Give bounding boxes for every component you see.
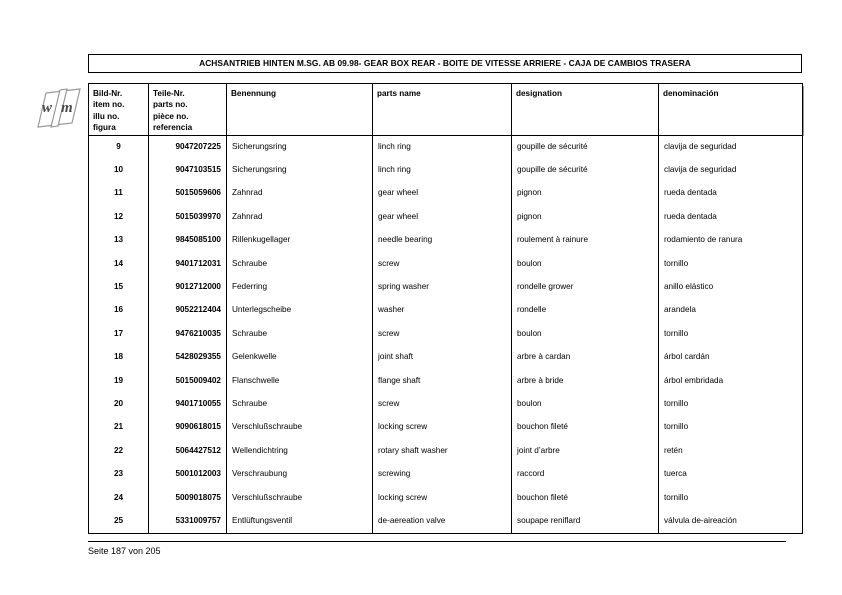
- cell-item-no: 11: [89, 182, 149, 205]
- column-header-part-no: [149, 84, 227, 136]
- cell-item-no: 14: [89, 253, 149, 276]
- svg-text:m: m: [61, 100, 73, 116]
- parts-table-body: [89, 136, 803, 534]
- cell-part-no: 9845085100: [149, 229, 227, 252]
- cell-part-no: 9047103515: [149, 159, 227, 182]
- cell-benennung: Schraube: [227, 393, 373, 416]
- cell-parts-name: linch ring: [373, 136, 512, 159]
- cell-part-no: 9012712000: [149, 276, 227, 299]
- table-row: [89, 159, 803, 182]
- column-header-line: pièce no.: [153, 111, 189, 121]
- cell-denominacion: arandela: [659, 299, 803, 322]
- column-header-line: designation: [516, 89, 562, 98]
- cell-part-no: 9401712031: [149, 253, 227, 276]
- cell-part-no: 9052212404: [149, 299, 227, 322]
- table-row: [89, 393, 803, 416]
- cell-designation: raccord: [512, 463, 659, 486]
- wm-logo: [36, 86, 82, 130]
- table-row: [89, 370, 803, 393]
- document-title-bar: [88, 54, 802, 73]
- table-row: [89, 136, 803, 159]
- table-row: [89, 346, 803, 369]
- table-row: [89, 253, 803, 276]
- cell-part-no: 5331009757: [149, 510, 227, 533]
- svg-text:w: w: [42, 100, 53, 116]
- cell-designation: rondelle: [512, 299, 659, 322]
- table-row: [89, 206, 803, 229]
- cell-designation: joint d’arbre: [512, 440, 659, 463]
- column-header-line: denominación: [663, 89, 719, 98]
- cell-item-no: 25: [89, 510, 149, 533]
- column-header-designation: [512, 84, 659, 136]
- cell-denominacion: tornillo: [659, 253, 803, 276]
- parts-table-head: [89, 84, 803, 136]
- cell-benennung: Verschlußschraube: [227, 487, 373, 510]
- column-header-line: Benennung: [231, 89, 277, 98]
- cell-denominacion: tornillo: [659, 416, 803, 439]
- column-header-line: figura: [93, 122, 116, 132]
- column-header-line: Teile-Nr.: [153, 89, 185, 98]
- column-header-item-no: [89, 84, 149, 136]
- cell-item-no: 24: [89, 487, 149, 510]
- cell-designation: boulon: [512, 253, 659, 276]
- cell-designation: roulement à rainure: [512, 229, 659, 252]
- cell-item-no: 17: [89, 323, 149, 346]
- cell-designation: boulon: [512, 323, 659, 346]
- parts-table: [88, 83, 803, 534]
- table-row: [89, 276, 803, 299]
- table-row: [89, 416, 803, 439]
- cell-item-no: 18: [89, 346, 149, 369]
- column-header-denominacion: [659, 84, 803, 136]
- cell-parts-name: locking screw: [373, 416, 512, 439]
- cell-parts-name: screwing: [373, 463, 512, 486]
- cell-benennung: Federring: [227, 276, 373, 299]
- cell-denominacion: rueda dentada: [659, 206, 803, 229]
- table-row: [89, 229, 803, 252]
- column-header-line: illu no.: [93, 111, 120, 121]
- column-header-benennung: [227, 84, 373, 136]
- footer-page-label: Seite 187 von 205: [88, 546, 161, 556]
- cell-item-no: 21: [89, 416, 149, 439]
- cell-item-no: 19: [89, 370, 149, 393]
- cell-designation: pignon: [512, 206, 659, 229]
- cell-denominacion: tuerca: [659, 463, 803, 486]
- cell-designation: soupape reniflard: [512, 510, 659, 533]
- cell-parts-name: flange shaft: [373, 370, 512, 393]
- cell-designation: arbre à cardan: [512, 346, 659, 369]
- column-header-line: parts no.: [153, 100, 188, 110]
- cell-benennung: Wellendichtring: [227, 440, 373, 463]
- cell-benennung: Entlüftungsventil: [227, 510, 373, 533]
- cell-denominacion: tornillo: [659, 393, 803, 416]
- cell-parts-name: linch ring: [373, 159, 512, 182]
- table-row: [89, 182, 803, 205]
- cell-benennung: Zahnrad: [227, 206, 373, 229]
- cell-parts-name: de-aereation valve: [373, 510, 512, 533]
- cell-item-no: 15: [89, 276, 149, 299]
- cell-parts-name: spring washer: [373, 276, 512, 299]
- cell-benennung: Gelenkwelle: [227, 346, 373, 369]
- table-row: [89, 323, 803, 346]
- cell-benennung: Zahnrad: [227, 182, 373, 205]
- cell-benennung: Verschlußschraube: [227, 416, 373, 439]
- wm-logo-icon: [36, 86, 82, 130]
- cell-parts-name: screw: [373, 323, 512, 346]
- column-header-line: Bild-Nr.: [93, 89, 123, 98]
- cell-part-no: 5064427512: [149, 440, 227, 463]
- cell-denominacion: árbol cardán: [659, 346, 803, 369]
- cell-parts-name: gear wheel: [373, 182, 512, 205]
- cell-part-no: 5015009402: [149, 370, 227, 393]
- cell-item-no: 22: [89, 440, 149, 463]
- cell-part-no: 5428029355: [149, 346, 227, 369]
- cell-denominacion: rueda dentada: [659, 182, 803, 205]
- cell-part-no: 9090618015: [149, 416, 227, 439]
- table-row: [89, 510, 803, 533]
- cell-item-no: 9: [89, 136, 149, 159]
- cell-item-no: 23: [89, 463, 149, 486]
- cell-designation: boulon: [512, 393, 659, 416]
- cell-denominacion: clavija de seguridad: [659, 159, 803, 182]
- cell-part-no: 5015059606: [149, 182, 227, 205]
- cell-part-no: 5009018075: [149, 487, 227, 510]
- document-title-text: ACHSANTRIEB HINTEN M.SG. AB 09.98- GEAR BOX REAR - BOITE DE VITESSE ARRIERE - CAJA DE CAMBIOS TRASERA: [199, 58, 691, 69]
- cell-benennung: Schraube: [227, 253, 373, 276]
- cell-denominacion: retén: [659, 440, 803, 463]
- column-header-line: referencia: [153, 122, 193, 132]
- cell-designation: goupille de sécurité: [512, 136, 659, 159]
- cell-part-no: 9476210035: [149, 323, 227, 346]
- cell-parts-name: rotary shaft washer: [373, 440, 512, 463]
- cell-benennung: Verschraubung: [227, 463, 373, 486]
- column-header-parts-name: [373, 84, 512, 136]
- cell-parts-name: washer: [373, 299, 512, 322]
- table-row: [89, 463, 803, 486]
- cell-denominacion: clavija de seguridad: [659, 136, 803, 159]
- cell-designation: bouchon fileté: [512, 416, 659, 439]
- cell-item-no: 12: [89, 206, 149, 229]
- cell-denominacion: rodamiento de ranura: [659, 229, 803, 252]
- cell-part-no: 9401710055: [149, 393, 227, 416]
- cell-item-no: 13: [89, 229, 149, 252]
- column-header-line: item no.: [93, 100, 125, 110]
- table-row: [89, 487, 803, 510]
- column-header-line: parts name: [377, 89, 421, 98]
- cell-benennung: Rillenkugellager: [227, 229, 373, 252]
- footer-divider: [88, 541, 786, 542]
- cell-parts-name: gear wheel: [373, 206, 512, 229]
- cell-parts-name: needle bearing: [373, 229, 512, 252]
- cell-parts-name: screw: [373, 253, 512, 276]
- cell-benennung: Sicherungsring: [227, 136, 373, 159]
- cell-part-no: 9047207225: [149, 136, 227, 159]
- cell-designation: bouchon fileté: [512, 487, 659, 510]
- cell-item-no: 20: [89, 393, 149, 416]
- table-header-row: [89, 84, 803, 136]
- cell-part-no: 5001012003: [149, 463, 227, 486]
- table-row: [89, 440, 803, 463]
- cell-parts-name: locking screw: [373, 487, 512, 510]
- cell-designation: rondelle grower: [512, 276, 659, 299]
- cell-denominacion: árbol embridada: [659, 370, 803, 393]
- cell-denominacion: válvula de-aireación: [659, 510, 803, 533]
- cell-benennung: Flanschwelle: [227, 370, 373, 393]
- cell-benennung: Sicherungsring: [227, 159, 373, 182]
- cell-designation: arbre à bride: [512, 370, 659, 393]
- cell-denominacion: tornillo: [659, 323, 803, 346]
- cell-benennung: Schraube: [227, 323, 373, 346]
- cell-item-no: 16: [89, 299, 149, 322]
- table-row: [89, 299, 803, 322]
- cell-parts-name: joint shaft: [373, 346, 512, 369]
- cell-denominacion: anillo elástico: [659, 276, 803, 299]
- cell-designation: goupille de sécurité: [512, 159, 659, 182]
- cell-part-no: 5015039970: [149, 206, 227, 229]
- cell-benennung: Unterlegscheibe: [227, 299, 373, 322]
- cell-item-no: 10: [89, 159, 149, 182]
- cell-denominacion: tornillo: [659, 487, 803, 510]
- cell-designation: pignon: [512, 182, 659, 205]
- cell-parts-name: screw: [373, 393, 512, 416]
